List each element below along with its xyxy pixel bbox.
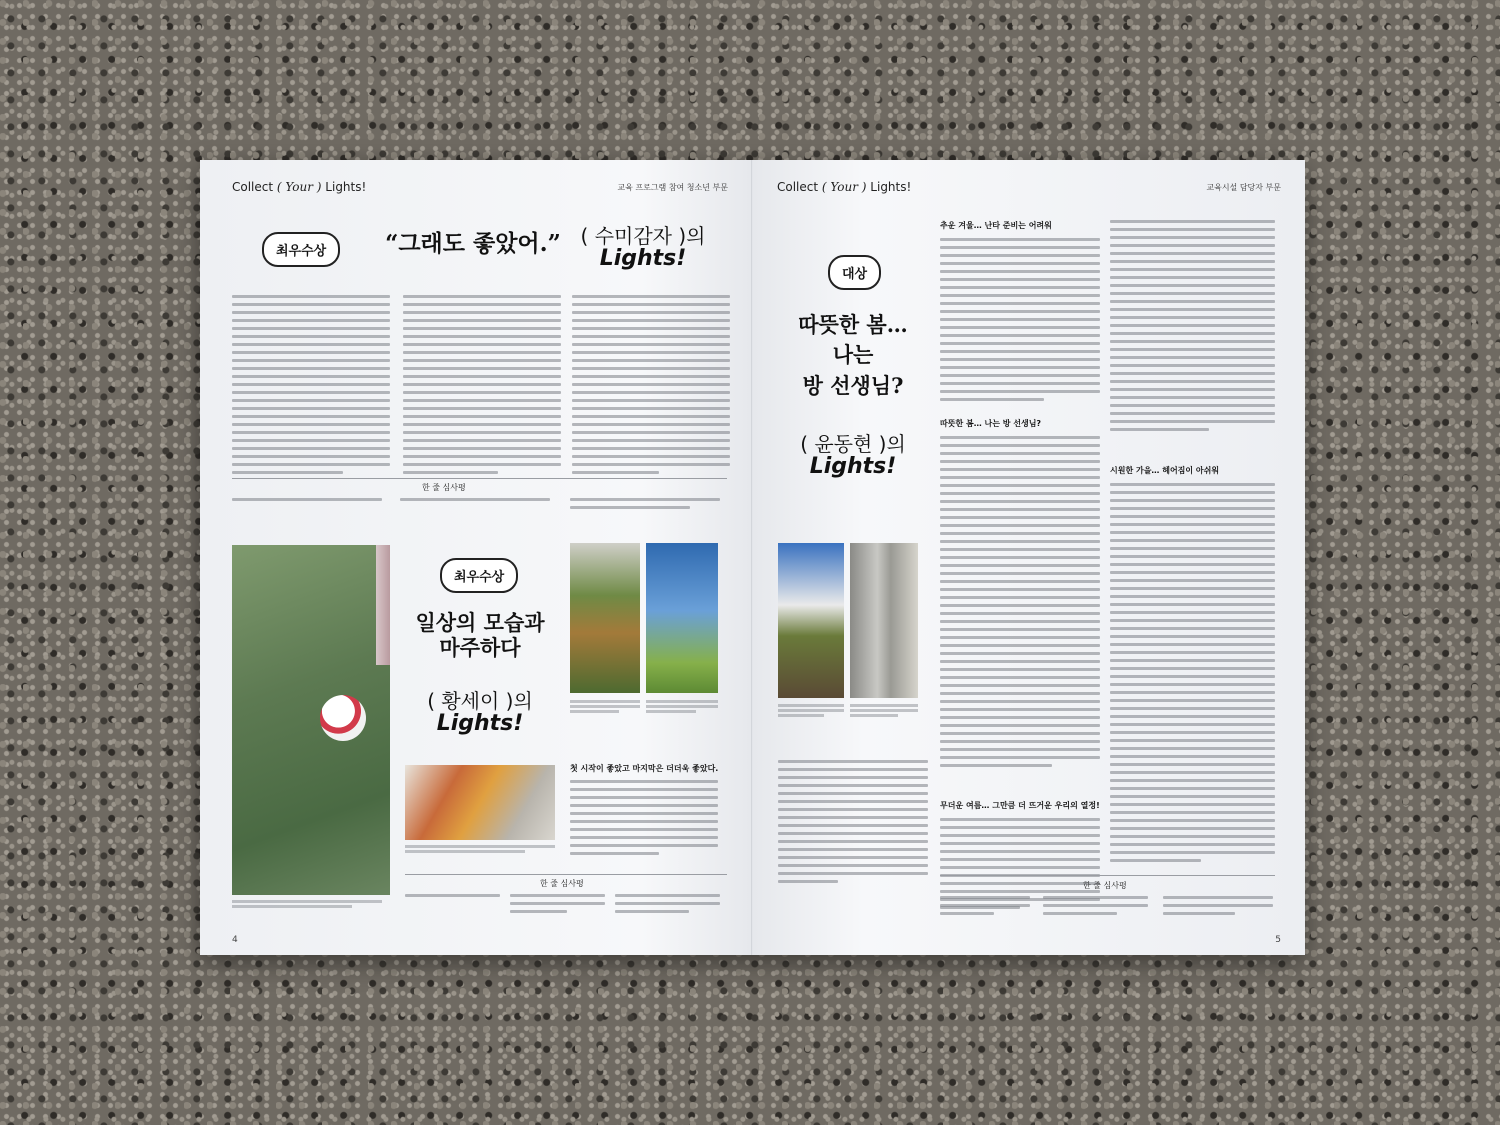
divider (405, 874, 727, 875)
review-heading: 한 줄 심사평 (540, 879, 584, 888)
article-subhead: 추운 겨울… 난타 준비는 어려워 (940, 221, 1052, 230)
review-column-2 (400, 498, 550, 506)
headline (778, 310, 928, 401)
headline-line-3: 방 선생님? (802, 372, 904, 398)
tree-photo (570, 543, 640, 693)
winner-name-line: ( 윤동현 )의 (800, 432, 906, 456)
review-column-1 (405, 894, 500, 902)
running-title-suffix: Lights! (870, 180, 912, 194)
right-page (753, 160, 1305, 955)
body-column (940, 238, 1100, 406)
headline-line-1: 따뜻한 봄… (798, 312, 908, 337)
soccer-ball-image (320, 695, 366, 741)
page-number: 4 (232, 935, 238, 945)
car-garden-photo (778, 543, 844, 698)
lights-title: Lights! (599, 246, 687, 271)
soccer-field-photo (232, 545, 390, 895)
field-fence (376, 545, 390, 665)
sky-photo (646, 543, 718, 693)
headline-line-2: 마주하다 (439, 635, 521, 661)
running-title (232, 180, 366, 194)
lights-title: Lights! (436, 711, 524, 736)
review-column-2 (510, 894, 605, 918)
body-column-2 (403, 295, 561, 479)
winner-name-line: ( 수미감자 )의 (580, 224, 706, 248)
review-heading: 한 줄 심사평 (1083, 881, 1127, 890)
lights-title: Lights! (809, 454, 897, 479)
article-subhead: 무더운 여름… 그만큼 더 뜨거운 우리의 열정! (940, 801, 1100, 810)
body-column (1110, 220, 1275, 436)
headline (400, 610, 560, 660)
article-subhead: 시원한 가을… 헤어짐이 아쉬워 (1110, 466, 1220, 475)
photo-caption (778, 702, 844, 719)
article-subhead: 첫 시작이 좋았고 마지막은 더더욱 좋았다. (570, 764, 719, 773)
review-column-3 (570, 498, 720, 514)
running-title-paren: ( Your ) (276, 180, 322, 194)
running-title-prefix: Collect (232, 180, 274, 194)
article-subhead: 따뜻한 봄… 나는 방 선생님? (940, 419, 1042, 428)
review-column-1 (940, 896, 1030, 920)
headline-quote: “그래도 좋았어.” (385, 230, 561, 257)
photo-caption (646, 698, 718, 715)
body-column (778, 760, 928, 888)
running-title-suffix: Lights! (325, 180, 367, 194)
body-column (940, 436, 1100, 772)
award-badge: 최우수상 (262, 232, 340, 267)
divider (940, 875, 1275, 876)
winner-name-line: ( 황세이 )의 (427, 689, 533, 713)
headline-line-2: 나는 (832, 342, 874, 368)
review-column-3 (1163, 896, 1273, 920)
body-column (1110, 483, 1275, 867)
autumn-trees-photo (405, 765, 555, 840)
review-column-1 (232, 498, 382, 506)
running-title-prefix: Collect (777, 180, 819, 194)
review-column-3 (615, 894, 720, 918)
award-badge: 최우수상 (440, 558, 518, 593)
photo-caption (405, 843, 555, 855)
running-title-paren: ( Your ) (821, 180, 867, 194)
body-column-1 (232, 295, 390, 479)
section-label: 교육시설 담당자 부문 (1206, 183, 1281, 192)
left-page (200, 160, 752, 955)
review-heading: 한 줄 심사평 (422, 483, 466, 492)
review-column-2 (1043, 896, 1148, 920)
body-column (570, 780, 718, 860)
magazine-spread (200, 160, 1305, 955)
running-title (777, 180, 911, 194)
award-badge: 대상 (828, 255, 881, 290)
body-column-3 (572, 295, 730, 479)
headline-line-1: 일상의 모습과 (415, 610, 545, 635)
photo-caption (232, 898, 392, 910)
page-number: 5 (1275, 935, 1281, 945)
photo-caption (570, 698, 640, 715)
building-wall-photo (850, 543, 918, 698)
divider (232, 478, 727, 479)
section-label: 교육 프로그램 참여 청소년 부문 (617, 183, 728, 192)
photo-caption (850, 702, 918, 719)
